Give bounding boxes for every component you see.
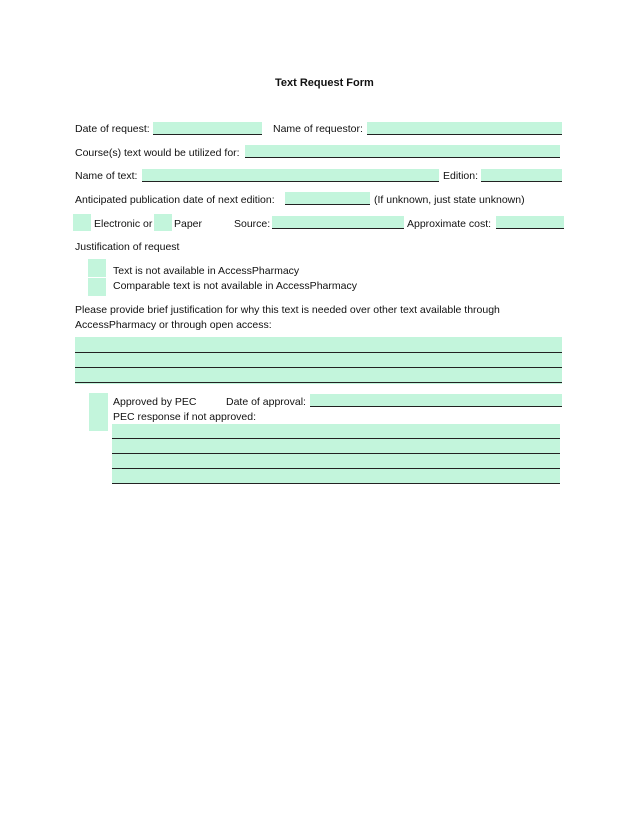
justification-line-1 [75, 352, 562, 353]
form-title: Text Request Form [275, 77, 374, 89]
electronic-label: Electronic or [94, 218, 153, 230]
date-of-approval-label: Date of approval: [226, 396, 306, 408]
approx-cost-field[interactable] [496, 216, 564, 229]
paper-label: Paper [174, 218, 203, 230]
justification-line-2 [75, 367, 562, 368]
source-label: Source: [234, 218, 271, 230]
not-available-checkbox[interactable] [88, 259, 106, 277]
justification-textarea[interactable] [75, 337, 562, 384]
pec-response-line-3 [112, 468, 560, 469]
paper-checkbox[interactable] [154, 214, 172, 231]
pec-response-line-1 [112, 438, 560, 439]
pec-response-textarea[interactable] [112, 424, 560, 484]
anticipated-date-label: Anticipated publication date of next edition: [75, 194, 275, 206]
comparable-option: Comparable text is not available in AccessPharmacy [113, 280, 357, 292]
pec-response-line-4 [112, 483, 560, 484]
approved-checkbox[interactable] [89, 393, 108, 412]
date-of-request-field[interactable] [153, 122, 262, 135]
approved-label: Approved by PEC [113, 396, 197, 408]
courses-label: Course(s) text would be utilized for: [75, 147, 240, 159]
date-of-request-label: Date of request: [75, 123, 150, 135]
date-of-approval-field[interactable] [310, 394, 562, 407]
pec-response-label: PEC response if not approved: [113, 411, 257, 423]
pec-response-line-2 [112, 453, 560, 454]
unknown-note: (If unknown, just state unknown) [374, 194, 525, 206]
not-approved-checkbox[interactable] [89, 412, 108, 431]
comparable-checkbox[interactable] [88, 278, 106, 296]
name-of-text-field[interactable] [142, 169, 439, 182]
edition-label: Edition: [443, 170, 479, 182]
anticipated-date-field[interactable] [285, 192, 370, 205]
brief-justification-line1: Please provide brief justification for why this text is needed over other text available through [75, 304, 500, 316]
electronic-checkbox[interactable] [73, 214, 91, 231]
brief-justification-line2: AccessPharmacy or through open access: [75, 319, 272, 331]
courses-field[interactable] [245, 145, 560, 158]
name-of-text-label: Name of text: [75, 170, 138, 182]
justification-line-3 [75, 382, 562, 383]
not-available-option: Text is not available in AccessPharmacy [113, 265, 300, 277]
name-of-requestor-field[interactable] [367, 122, 562, 135]
name-of-requestor-label: Name of requestor: [273, 123, 363, 135]
source-field[interactable] [272, 216, 404, 229]
edition-field[interactable] [481, 169, 562, 182]
justification-heading: Justification of request [75, 241, 180, 253]
approx-cost-label: Approximate cost: [407, 218, 492, 230]
